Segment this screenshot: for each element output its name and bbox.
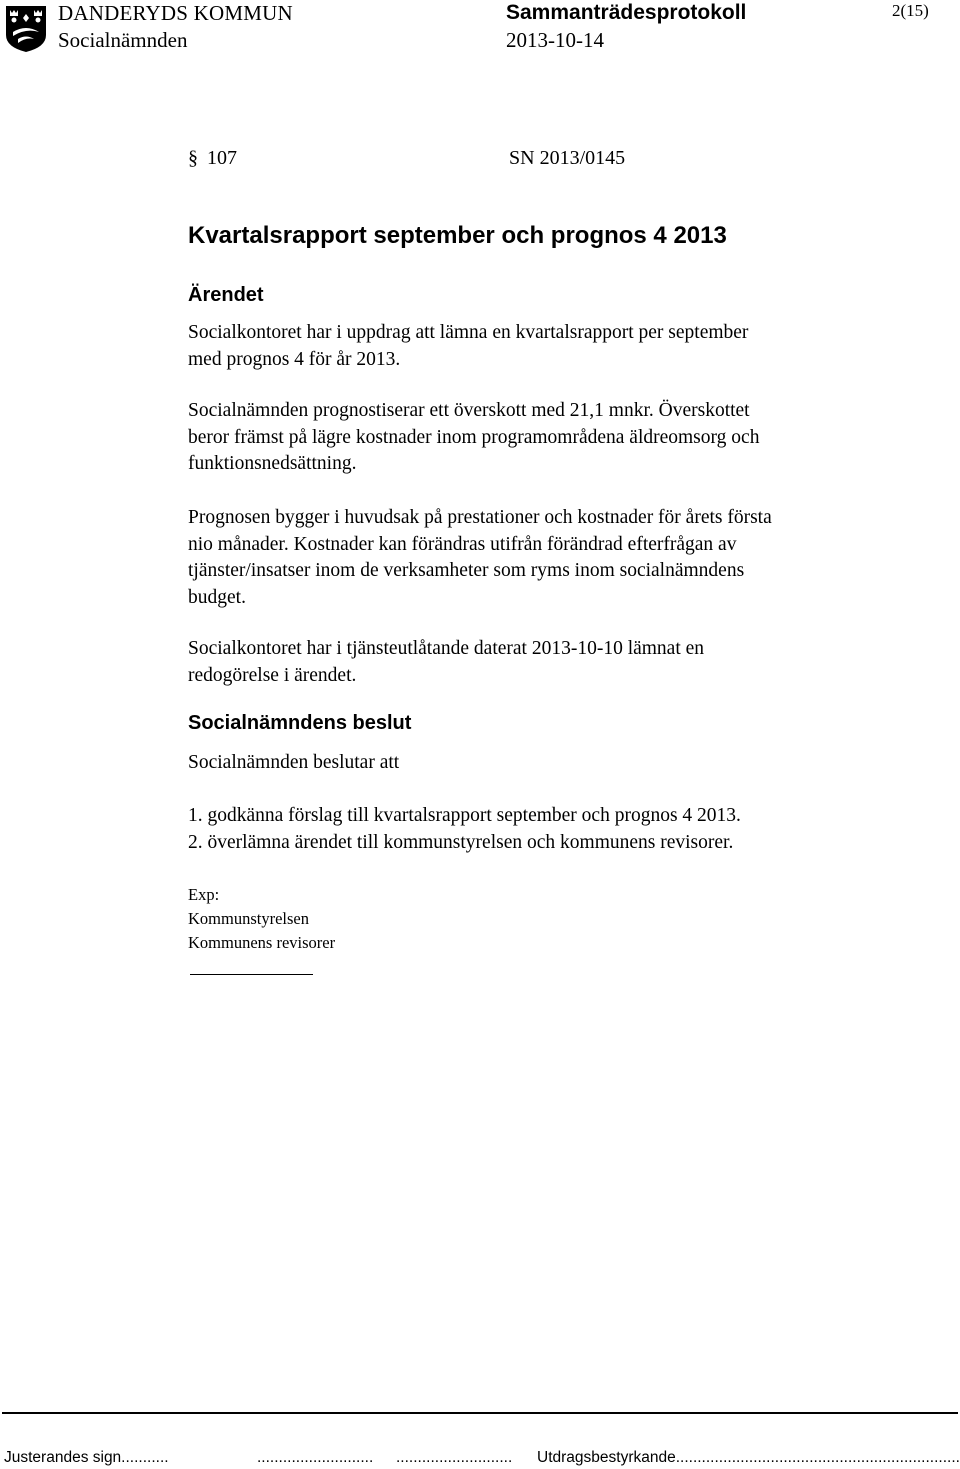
arendet-heading: Ärendet <box>188 284 264 306</box>
text-line: Socialnämnden prognostiserar ett överskott med 21,1 mnkr. Överskottet <box>188 400 750 421</box>
paragraph <box>188 398 878 478</box>
section-symbol: § <box>188 147 198 169</box>
footer-divider <box>2 1412 958 1414</box>
organization-name: DANDERYDS KOMMUN <box>58 1 293 25</box>
footer-sign-field: ........................... <box>257 1449 374 1466</box>
document-type: Sammanträdesprotokoll <box>506 1 747 24</box>
list-item: 2. överlämna ärendet till kommunstyrelsen och kommunens revisorer. <box>188 831 734 853</box>
committee-name: Socialnämnden <box>58 28 188 52</box>
decision-heading: Socialnämndens beslut <box>188 712 412 734</box>
page-title: Kvartalsrapport september och prognos 4 2013 <box>188 222 727 249</box>
text-line: Prognosen bygger i huvudsak på prestationer och kostnader för årets första <box>188 507 772 528</box>
list-item: 1. godkänna förslag till kvartalsrapport september och prognos 4 2013. <box>188 805 741 826</box>
decision-list <box>188 803 878 856</box>
text-line: redogörelse i ärendet. <box>188 664 357 686</box>
section-heading <box>188 147 237 170</box>
text-line: tjänster/insatser inom de verksamheter som ryms inom socialnämndens <box>188 560 745 581</box>
section-number: 107 <box>207 147 237 169</box>
case-number: SN 2013/0145 <box>509 147 626 169</box>
distribution-recipient: Kommunstyrelsen <box>188 909 309 928</box>
text-line: beror främst på lägre kostnader inom programområdena äldreomsorg och <box>188 426 760 448</box>
text-line: funktionsnedsättning. <box>188 453 357 474</box>
footer-sign-field: Justerandes sign........... <box>4 1449 169 1466</box>
text-line: Socialkontoret har i tjänsteutlåtande daterat 2013-10-10 lämnat en <box>188 638 705 659</box>
text-line: nio månader. Kostnader kan förändras utifrån förändrad efterfrågan av <box>188 533 737 555</box>
paragraph <box>188 505 878 611</box>
text-line: Socialkontoret har i uppdrag att lämna en kvartalsrapport per september <box>188 322 749 343</box>
municipality-crest-icon <box>5 5 47 53</box>
footer-sign-field: ........................... <box>396 1449 513 1466</box>
page-number: 2(15) <box>892 1 929 20</box>
meeting-date: 2013-10-14 <box>506 28 604 52</box>
paragraph <box>188 636 878 689</box>
footer-certificate-field: Utdragsbestyrkande.................................................................. <box>537 1449 960 1466</box>
decision-intro: Socialnämnden beslutar att <box>188 752 400 773</box>
text-line: med prognos 4 för år 2013. <box>188 348 401 370</box>
distribution-label: Exp: <box>188 885 220 904</box>
distribution-recipient: Kommunens revisorer <box>188 933 336 952</box>
distribution-list <box>188 883 335 955</box>
divider <box>190 974 313 975</box>
text-line: budget. <box>188 586 246 608</box>
paragraph <box>188 320 878 373</box>
